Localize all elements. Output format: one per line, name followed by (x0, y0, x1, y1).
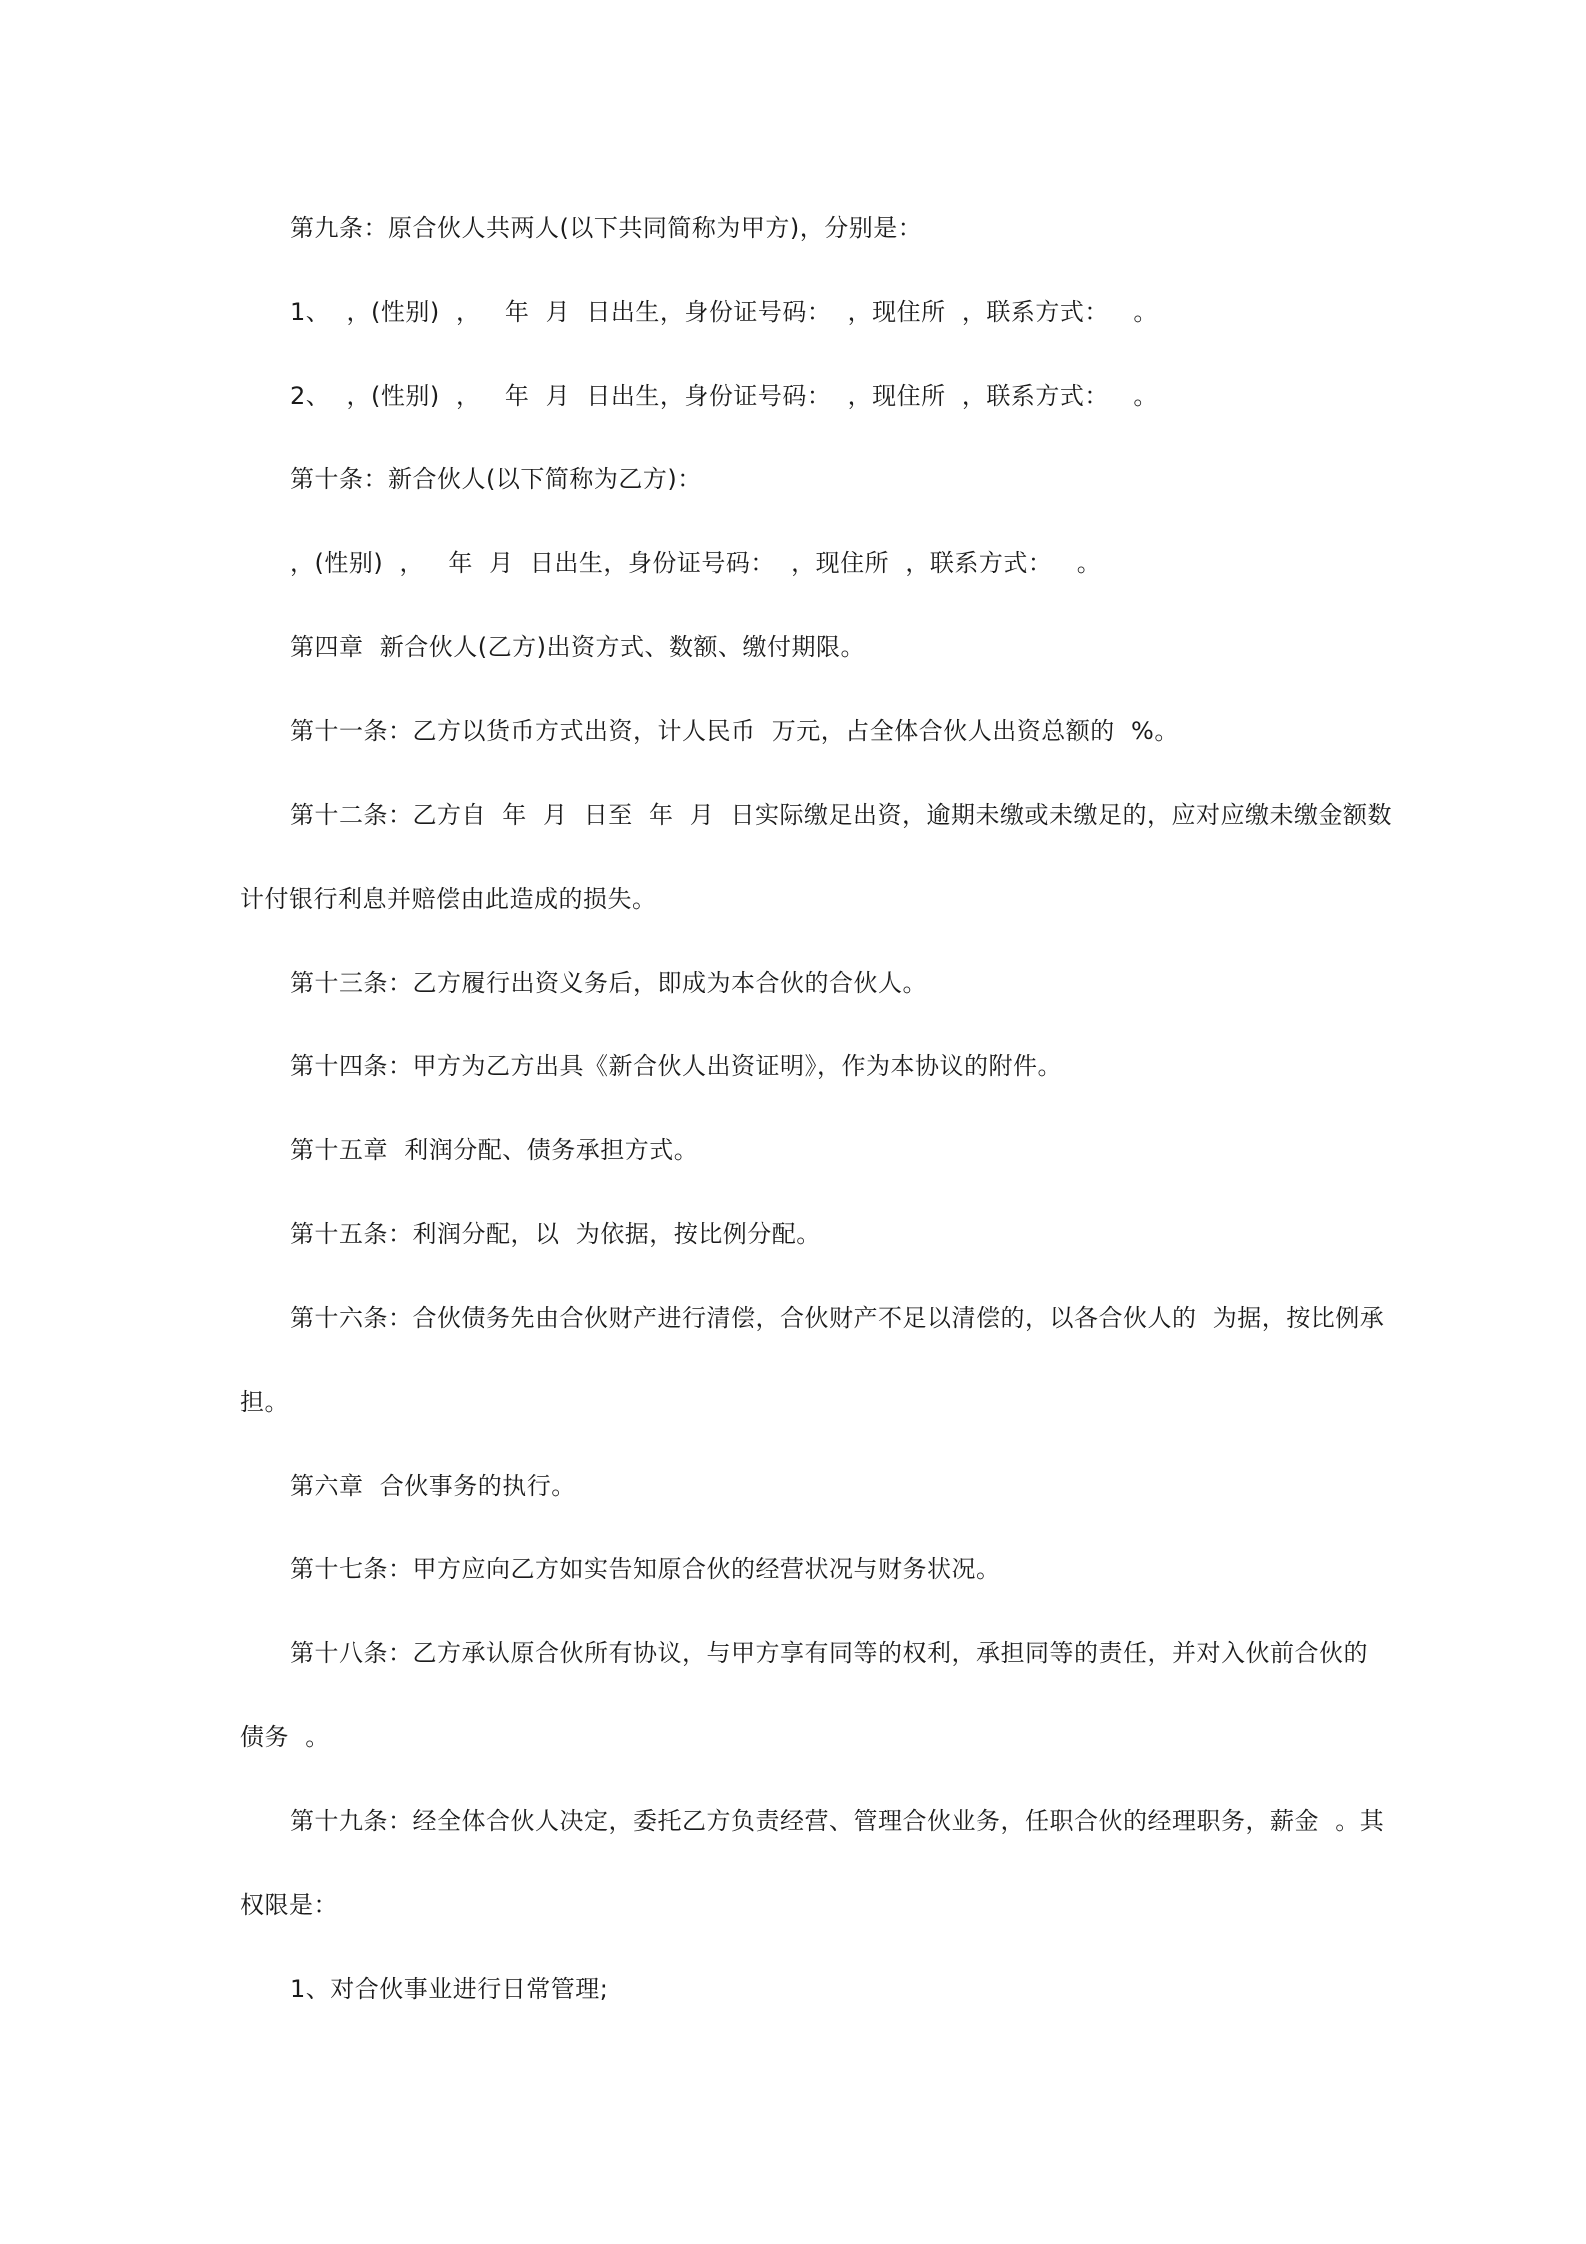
article-16-text: 第十六条：合伙债务先由合伙财产进行清偿，合伙财产不足以清偿的，以各合伙人的 为据，按比例承 (290, 1304, 1385, 1332)
article-18-text: 第十八条：乙方承认原合伙所有协议，与甲方享有同等的权利，承担同等的责任，并对入伙前合伙的 (290, 1639, 1368, 1667)
article-11-text: 第十一条：乙方以货币方式出资，计人民币 万元，占全体合伙人出资总额的 %。 (290, 717, 1179, 745)
chapter-4-heading: 第四章 新合伙人(乙方)出资方式、数额、缴付期限。 (290, 633, 865, 661)
partner-2-info: 2、 ，(性别) ， 年 月 日出生，身份证号码： ，现住所 ，联系方式： 。 (290, 382, 1158, 410)
article-17-text: 第十七条：甲方应向乙方如实告知原合伙的经营状况与财务状况。 (290, 1555, 1001, 1583)
authority-item-1: 1、对合伙事业进行日常管理; (290, 1975, 609, 2003)
article-19-text: 第十九条：经全体合伙人决定，委托乙方负责经营、管理合伙业务，任职合伙的经理职务，薪金 。其 (290, 1807, 1385, 1835)
chapter-15-heading: 第十五章 利润分配、债务承担方式。 (290, 1136, 699, 1164)
article-18-continuation: 债务 。 (240, 1723, 330, 1751)
article-9-text: 第九条：原合伙人共两人(以下共同简称为甲方)，分别是： (290, 214, 923, 242)
article-14-text: 第十四条：甲方为乙方出具《新合伙人出资证明》，作为本协议的附件。 (290, 1052, 1062, 1080)
article-12-text: 第十二条：乙方自 年 月 日至 年 月 日实际缴足出资，逾期未缴或未缴足的，应对应缴未缴金额数 (290, 801, 1393, 829)
article-12-continuation: 计付银行利息并赔偿由此造成的损失。 (240, 885, 657, 913)
article-16-continuation: 担。 (240, 1388, 289, 1416)
article-19-continuation: 权限是： (240, 1891, 338, 1919)
new-partner-info: ，(性别) ， 年 月 日出生，身份证号码： ，现住所 ，联系方式： 。 (290, 549, 1102, 577)
chapter-6-heading: 第六章 合伙事务的执行。 (290, 1472, 576, 1500)
partner-1-info: 1、 ，(性别) ， 年 月 日出生，身份证号码： ，现住所 ，联系方式： 。 (290, 298, 1158, 326)
article-13-text: 第十三条：乙方履行出资义务后，即成为本合伙的合伙人。 (290, 969, 927, 997)
article-10-text: 第十条：新合伙人(以下简称为乙方)： (290, 465, 702, 493)
article-15-text: 第十五条：利润分配，以 为依据，按比例分配。 (290, 1220, 821, 1248)
